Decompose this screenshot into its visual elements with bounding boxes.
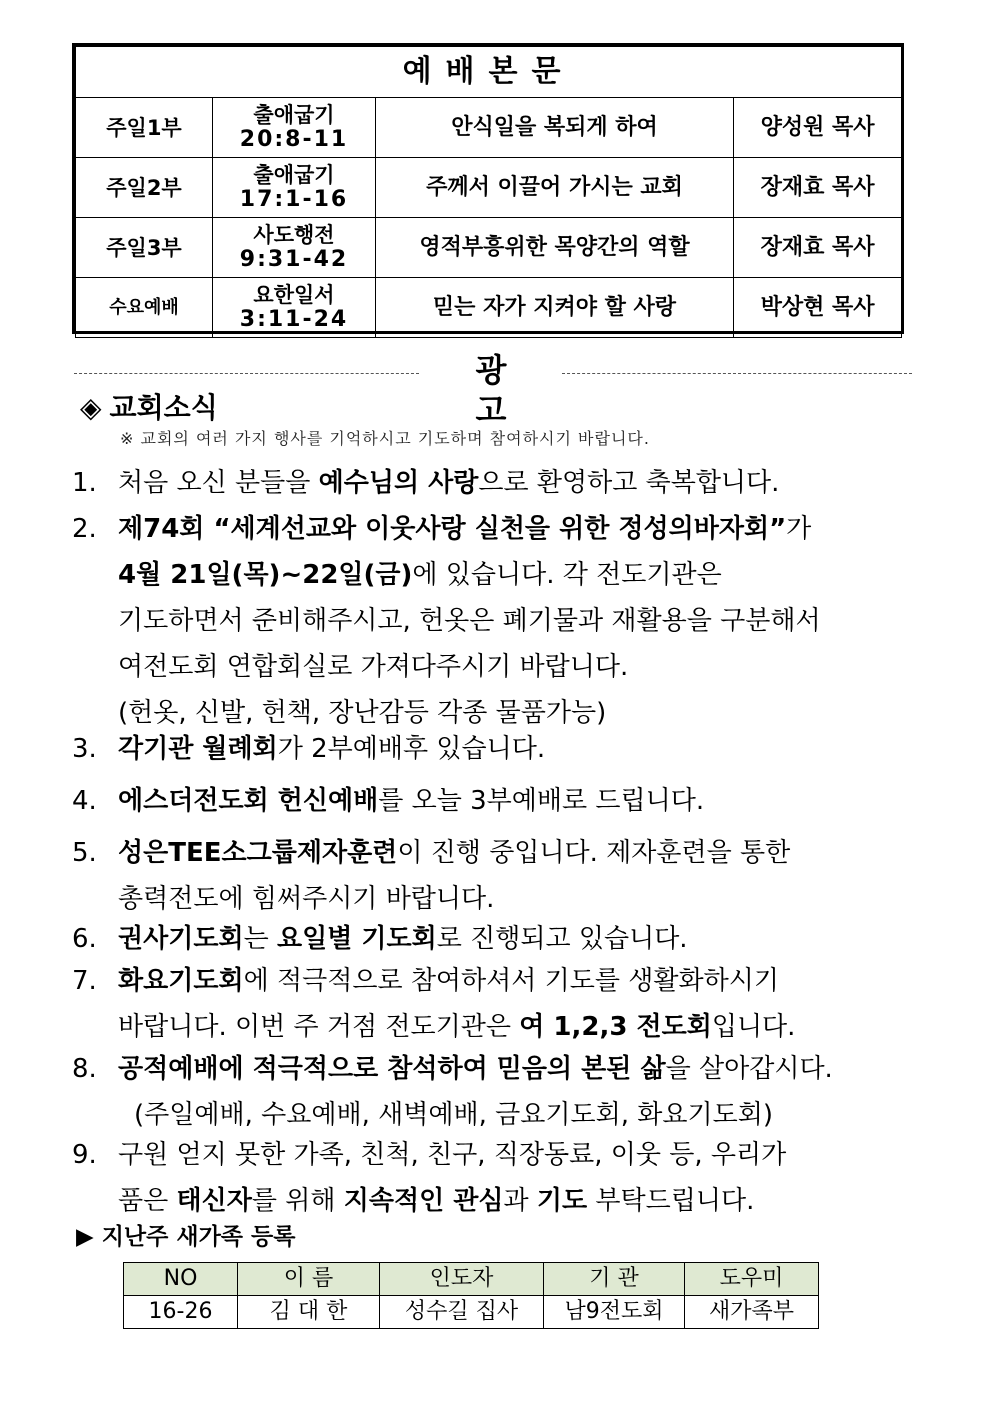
item-line: (헌옷, 신발, 헌책, 장난감등 각종 물품가능) bbox=[118, 698, 607, 728]
column-header: 도우미 bbox=[685, 1263, 819, 1296]
item-text: 이 진행 중입니다. 제자훈련을 통한 bbox=[397, 838, 791, 868]
item-number: 9. bbox=[72, 1140, 97, 1170]
item-text: 를 위해 bbox=[251, 1186, 344, 1216]
sermon-title: 안식일을 복되게 하여 bbox=[376, 98, 734, 158]
new-family-heading bbox=[76, 1220, 295, 1254]
announcement-item bbox=[72, 506, 922, 736]
item-line bbox=[118, 1178, 968, 1224]
item-number: 4. bbox=[72, 786, 97, 816]
worship-passage-table bbox=[72, 43, 904, 334]
announcement-title: 광고 bbox=[475, 351, 547, 429]
worship-row bbox=[76, 98, 902, 158]
worship-row bbox=[76, 218, 902, 278]
preacher-name: 양성원 목사 bbox=[734, 98, 902, 158]
item-line: (주일예배, 수요예배, 새벽예배, 금요기도회, 화요기도회) bbox=[134, 1100, 773, 1130]
service-name: 주일3부 bbox=[76, 218, 213, 278]
announcement-item bbox=[72, 1046, 922, 1138]
item-highlight: 요일별 기도회 bbox=[276, 924, 437, 954]
item-number: 5. bbox=[72, 838, 97, 868]
table-row bbox=[124, 1296, 819, 1329]
item-highlight: 성은TEE소그룹제자훈련 bbox=[118, 838, 398, 868]
item-line bbox=[118, 506, 968, 552]
scripture-passage bbox=[213, 218, 376, 278]
item-number: 8. bbox=[72, 1054, 97, 1084]
item-line: 총력전도에 힘써주시기 바랍니다. bbox=[118, 884, 495, 914]
triangle-bullet-icon: ▶ bbox=[76, 1224, 94, 1250]
item-highlight: 권사기도회 bbox=[118, 924, 244, 954]
item-line bbox=[118, 726, 968, 772]
scripture-passage bbox=[213, 98, 376, 158]
column-header: 인도자 bbox=[380, 1263, 544, 1296]
item-line bbox=[118, 460, 968, 506]
column-header: NO bbox=[124, 1263, 238, 1296]
item-highlight: 화요기도회 bbox=[118, 966, 244, 996]
scripture-book: 요한일서 bbox=[253, 282, 335, 307]
preacher-name: 장재효 목사 bbox=[734, 158, 902, 218]
diamond-bullet-icon: ◈ bbox=[80, 391, 102, 424]
item-text: 를 오늘 3부예배로 드립니다. bbox=[378, 786, 705, 816]
new-family-title: 지난주 새가족 등록 bbox=[101, 1224, 296, 1250]
item-line bbox=[118, 916, 968, 962]
scripture-verse: 3:11-24 bbox=[239, 306, 349, 332]
announcement-item bbox=[72, 1132, 922, 1224]
sermon-title: 주께서 이끌어 가시는 교회 bbox=[376, 158, 734, 218]
item-line: 기도하면서 준비해주시고, 헌옷은 폐기물과 재활용을 구분해서 bbox=[118, 606, 821, 636]
item-text: 처음 오신 분들을 bbox=[118, 468, 319, 498]
item-text: 입니다. bbox=[711, 1012, 796, 1042]
item-text: 가 2부예배후 있습니다. bbox=[277, 734, 546, 764]
item-number: 7. bbox=[72, 966, 97, 996]
church-news-heading bbox=[80, 390, 218, 426]
item-text: 품은 bbox=[118, 1186, 177, 1216]
item-number: 2. bbox=[72, 514, 97, 544]
item-highlight: 태신자 bbox=[176, 1186, 252, 1216]
church-news-title: 교회소식 bbox=[109, 391, 218, 424]
item-line bbox=[118, 1004, 968, 1050]
announcement-item bbox=[72, 830, 922, 922]
item-text: 로 진행되고 있습니다. bbox=[436, 924, 688, 954]
preacher-name: 장재효 목사 bbox=[734, 218, 902, 278]
table-cell: 남9전도회 bbox=[544, 1296, 685, 1329]
divider bbox=[562, 373, 912, 374]
scripture-book: 출애굽기 bbox=[253, 102, 335, 127]
item-line: 구원 얻지 못한 가족, 친척, 친구, 직장동료, 이웃 등, 우리가 bbox=[118, 1140, 787, 1170]
scripture-verse: 9:31-42 bbox=[239, 246, 349, 272]
new-family-table bbox=[123, 1262, 819, 1329]
table-cell: 새가족부 bbox=[685, 1296, 819, 1329]
service-name: 주일1부 bbox=[76, 98, 213, 158]
announcement-item bbox=[72, 958, 922, 1050]
worship-row bbox=[76, 158, 902, 218]
worship-table-title: 예배본문 bbox=[76, 47, 902, 98]
item-line bbox=[118, 830, 968, 876]
item-line bbox=[118, 552, 968, 598]
announcement-item bbox=[72, 916, 922, 962]
scripture-book: 사도행전 bbox=[253, 222, 335, 247]
item-highlight: 에스더전도회 헌신예배 bbox=[118, 786, 379, 816]
preacher-name: 박상현 목사 bbox=[734, 278, 902, 338]
church-news-note: ※ 교회의 여러 가지 행사를 기억하시고 기도하며 참여하시기 바랍니다. bbox=[120, 429, 650, 448]
item-highlight: 각기관 월례회 bbox=[118, 734, 278, 764]
table-cell: 성수길 집사 bbox=[380, 1296, 544, 1329]
item-number: 6. bbox=[72, 924, 97, 954]
item-number: 3. bbox=[72, 734, 97, 764]
column-header: 기 관 bbox=[544, 1263, 685, 1296]
scripture-verse: 20:8-11 bbox=[239, 126, 349, 152]
item-text: 바랍니다. 이번 주 거점 전도기관은 bbox=[118, 1012, 520, 1042]
item-line bbox=[118, 778, 968, 824]
scripture-passage bbox=[213, 158, 376, 218]
item-text: 부탁드립니다. bbox=[587, 1186, 755, 1216]
item-highlight: 지속적인 관심 bbox=[343, 1186, 504, 1216]
table-cell: 김 대 한 bbox=[238, 1296, 380, 1329]
table-cell: 16-26 bbox=[124, 1296, 238, 1329]
service-name: 주일2부 bbox=[76, 158, 213, 218]
item-highlight: 여 1,2,3 전도회 bbox=[519, 1012, 712, 1042]
sermon-title: 믿는 자가 지켜야 할 사랑 bbox=[376, 278, 734, 338]
item-highlight: 제74회 “세계선교와 이웃사랑 실천을 위한 정성의바자회” bbox=[118, 514, 787, 544]
item-text: 과 bbox=[503, 1186, 537, 1216]
item-text: 가 bbox=[786, 514, 812, 544]
item-number: 1. bbox=[72, 468, 97, 498]
worship-row bbox=[76, 278, 902, 338]
item-text: 에 있습니다. 각 전도기관은 bbox=[412, 560, 722, 590]
item-text: 는 bbox=[243, 924, 277, 954]
item-text: 을 살아갑시다. bbox=[665, 1054, 833, 1084]
column-header: 이 름 bbox=[238, 1263, 380, 1296]
item-text: 으로 환영하고 축복합니다. bbox=[478, 468, 780, 498]
item-highlight: 기도 bbox=[536, 1186, 588, 1216]
item-highlight: 4월 21일(목)~22일(금) bbox=[118, 560, 413, 590]
item-line bbox=[118, 1046, 968, 1092]
item-highlight: 공적예배에 적극적으로 참석하여 믿음의 본된 삶 bbox=[118, 1054, 666, 1084]
announcement-item bbox=[72, 778, 922, 824]
item-text: 에 적극적으로 참여하셔서 기도를 생활화하시기 bbox=[243, 966, 779, 996]
service-name: 수요예배 bbox=[76, 278, 213, 338]
item-highlight: 예수님의 사랑 bbox=[318, 468, 479, 498]
sermon-title: 영적부흥위한 목양간의 역할 bbox=[376, 218, 734, 278]
scripture-verse: 17:1-16 bbox=[239, 186, 349, 212]
scripture-passage bbox=[213, 278, 376, 338]
announcement-item bbox=[72, 726, 922, 772]
divider bbox=[74, 373, 419, 374]
item-line: 여전도회 연합회실로 가져다주시기 바랍니다. bbox=[118, 652, 629, 682]
scripture-book: 출애굽기 bbox=[253, 162, 335, 187]
item-line bbox=[118, 958, 968, 1004]
table-header-row bbox=[124, 1263, 819, 1296]
announcement-item bbox=[72, 460, 922, 506]
